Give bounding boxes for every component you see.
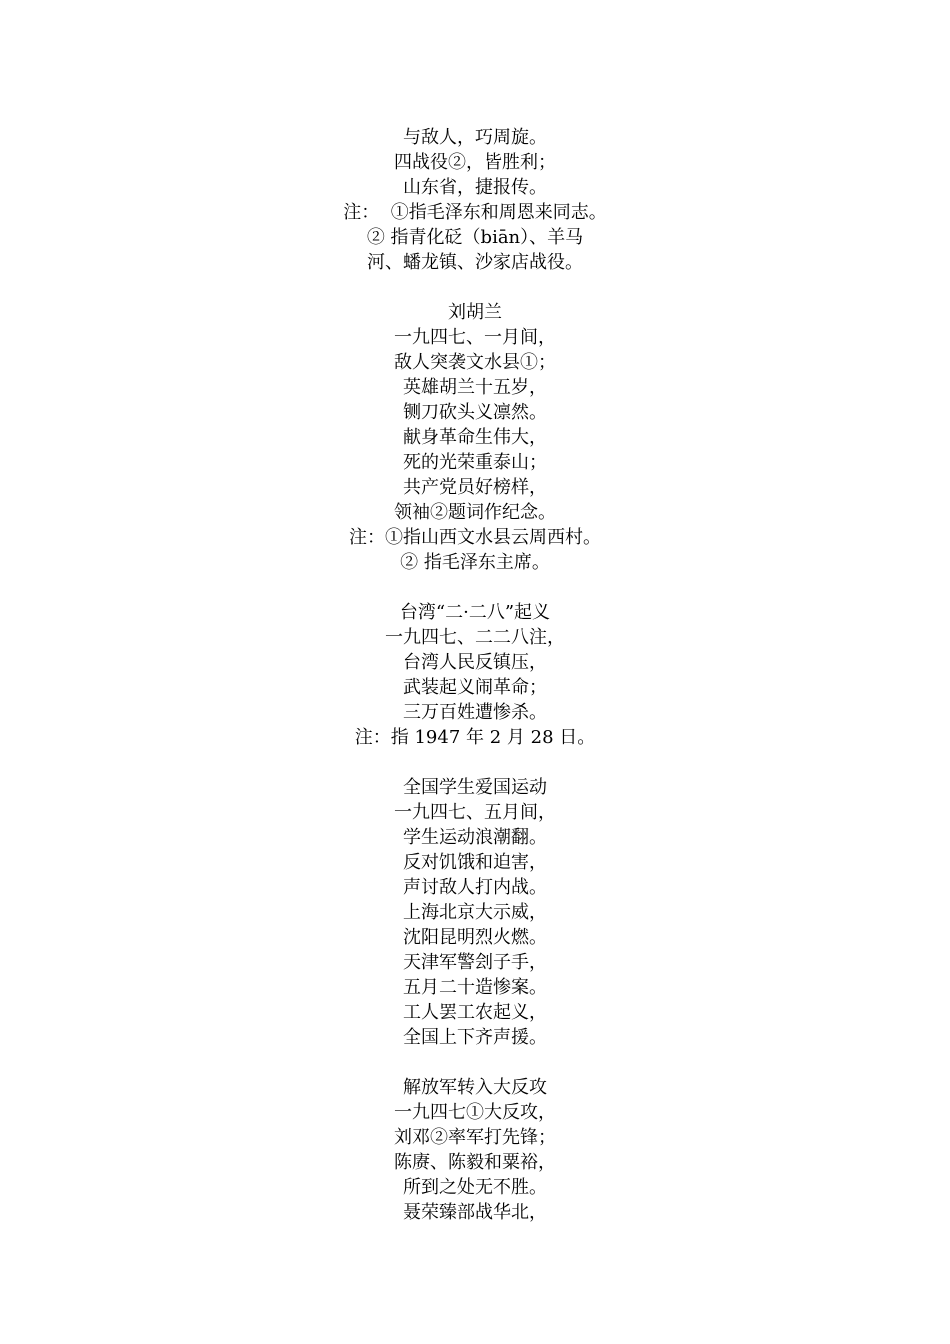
poem-section-liu-hulan bbox=[0, 300, 950, 575]
poem-line: 领袖②题词作纪念。 bbox=[394, 502, 556, 523]
poem-line: 山东省，捷报传。 bbox=[403, 177, 547, 198]
poem-line: 英雄胡兰十五岁， bbox=[403, 377, 547, 398]
blank-line bbox=[0, 1050, 950, 1075]
poem-line: 陈赓、陈毅和粟裕， bbox=[394, 1152, 556, 1173]
note-line: 河、蟠龙镇、沙家店战役。 bbox=[367, 252, 583, 273]
poem-line: 一九四七、一月间， bbox=[394, 327, 556, 348]
poem-line: 学生运动浪潮翻。 bbox=[403, 827, 547, 848]
poem-line: 声讨敌人打内战。 bbox=[403, 877, 547, 898]
poem-section-taiwan-uprising bbox=[0, 600, 950, 750]
poem-line: 共产党员好榜样， bbox=[403, 477, 547, 498]
document-page bbox=[0, 125, 950, 1225]
blank-line bbox=[0, 575, 950, 600]
poem-line: 一九四七①大反攻， bbox=[394, 1102, 556, 1123]
poem-section-student-movement bbox=[0, 775, 950, 1050]
poem-line: 全国上下齐声援。 bbox=[403, 1027, 547, 1048]
poem-title: 解放军转入大反攻 bbox=[403, 1077, 547, 1098]
poem-section-counteroffensive bbox=[0, 1075, 950, 1225]
note-line: ② 指毛泽东主席。 bbox=[400, 552, 550, 573]
poem-line: 五月二十造惨案。 bbox=[403, 977, 547, 998]
poem-line: 上海北京大示威， bbox=[403, 902, 547, 923]
note-line: ② 指青化砭（biān）、羊马 bbox=[366, 227, 584, 248]
poem-line: 反对饥饿和迫害， bbox=[403, 852, 547, 873]
note-line: 注：①指山西文水县云周西村。 bbox=[349, 527, 601, 548]
poem-line: 与敌人，巧周旋。 bbox=[403, 127, 547, 148]
poem-line: 死的光荣重泰山； bbox=[403, 452, 547, 473]
poem-title: 刘胡兰 bbox=[448, 302, 502, 323]
poem-line: 武装起义闹革命； bbox=[403, 677, 547, 698]
poem-line: 所到之处无不胜。 bbox=[403, 1177, 547, 1198]
poem-title: 全国学生爱国运动 bbox=[403, 777, 547, 798]
poem-line: 一九四七、五月间， bbox=[394, 802, 556, 823]
poem-line: 铡刀砍头义凛然。 bbox=[403, 402, 547, 423]
poem-line: 天津军警刽子手， bbox=[403, 952, 547, 973]
poem-line: 敌人突袭文水县①； bbox=[394, 352, 556, 373]
blank-line bbox=[0, 750, 950, 775]
poem-title: 台湾“二·二八”起义 bbox=[399, 602, 551, 623]
poem-line: 三万百姓遭惨杀。 bbox=[403, 702, 547, 723]
poem-line: 聂荣臻部战华北， bbox=[403, 1202, 547, 1223]
blank-line bbox=[0, 275, 950, 300]
poem-line: 一九四七、二二八注， bbox=[385, 627, 565, 648]
note-line: 注： ①指毛泽东和周恩来同志。 bbox=[343, 202, 607, 223]
poem-line: 工人罢工农起义， bbox=[403, 1002, 547, 1023]
poem-line: 沈阳昆明烈火燃。 bbox=[403, 927, 547, 948]
poem-line: 刘邓②率军打先锋； bbox=[394, 1127, 556, 1148]
poem-section-continued bbox=[0, 125, 950, 275]
poem-line: 献身革命生伟大， bbox=[403, 427, 547, 448]
note-line: 注：指 1947 年 2 月 28 日。 bbox=[354, 727, 596, 748]
poem-line: 台湾人民反镇压， bbox=[403, 652, 547, 673]
poem-line: 四战役②，皆胜利； bbox=[394, 152, 556, 173]
